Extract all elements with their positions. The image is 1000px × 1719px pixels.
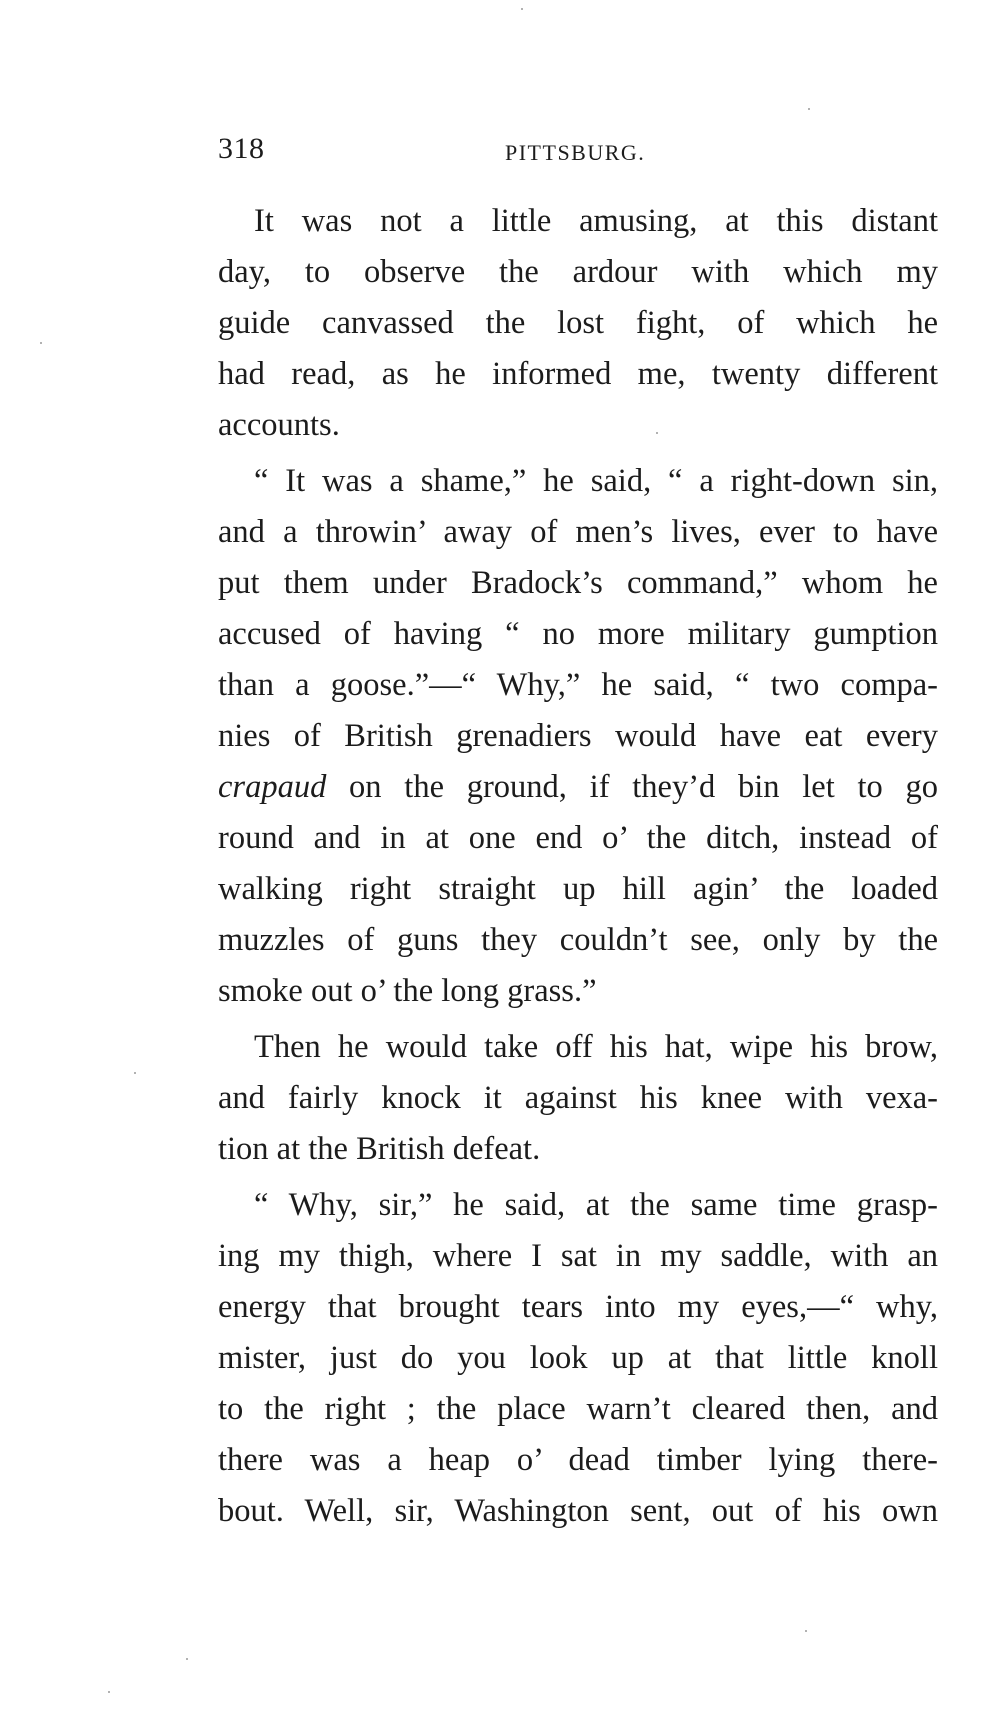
text-line: tion at the British defeat. xyxy=(218,1131,541,1167)
scan-speck xyxy=(108,1691,110,1693)
text-line: muzzles of guns they couldn’t see, only by the xyxy=(218,922,938,958)
text-line: had read, as he informed me, twenty different xyxy=(218,356,938,392)
text-line: round and in at one end o’ the ditch, instead of xyxy=(218,820,938,856)
text-line: It was not a little amusing, at this distant xyxy=(254,203,938,239)
italic-word: crapaud xyxy=(218,769,327,805)
scan-speck xyxy=(186,1658,188,1660)
text-line: guide canvassed the lost fight, of which he xyxy=(218,305,938,341)
text-line: put them under Bradock’s command,” whom he xyxy=(218,565,938,601)
text-line: mister, just do you look up at that little knoll xyxy=(218,1340,938,1376)
text-line: Then he would take off his hat, wipe his brow, xyxy=(254,1029,938,1065)
text-line: energy that brought tears into my eyes,—“ why, xyxy=(218,1289,938,1325)
scan-speck xyxy=(805,1630,807,1632)
paragraph-1 xyxy=(218,196,938,451)
body-text xyxy=(218,196,938,1542)
text-line: accused of having “ no more military gumption xyxy=(218,616,938,652)
page-number: 318 xyxy=(218,132,265,165)
running-title: PITTSBURG. xyxy=(505,140,646,165)
scan-speck xyxy=(134,1072,136,1074)
text-line: and a throwin’ away of men’s lives, ever to have xyxy=(218,514,938,550)
scan-speck xyxy=(656,432,658,434)
text-line: smoke out o’ the long grass.” xyxy=(218,973,597,1009)
text-line: ing my thigh, where I sat in my saddle, with an xyxy=(218,1238,938,1274)
text-line: to the right ; the place warn’t cleared then, and xyxy=(218,1391,938,1427)
running-head xyxy=(218,132,938,172)
text-line: “ Why, sir,” he said, at the same time grasp- xyxy=(254,1187,938,1223)
paragraph-4 xyxy=(218,1180,938,1537)
text-line: nies of British grenadiers would have eat every xyxy=(218,718,938,754)
text-line: than a goose.”—“ Why,” he said, “ two compa- xyxy=(218,667,938,703)
text-line: and fairly knock it against his knee with vexa- xyxy=(218,1080,938,1116)
text-line: walking right straight up hill agin’ the loaded xyxy=(218,871,938,907)
paragraph-3 xyxy=(218,1022,938,1175)
text-line: bout. Well, sir, Washington sent, out of his own xyxy=(218,1493,938,1529)
scan-speck xyxy=(808,108,810,110)
scan-speck xyxy=(40,342,42,344)
scan-speck xyxy=(521,8,523,10)
paragraph-2 xyxy=(218,456,938,1017)
text-line: there was a heap o’ dead timber lying there- xyxy=(218,1442,938,1478)
text-line-rest: on the ground, if they’d bin let to go xyxy=(326,769,938,805)
text-line: day, to observe the ardour with which my xyxy=(218,254,938,290)
text-line: accounts. xyxy=(218,407,340,443)
text-line: “ It was a shame,” he said, “ a right-down sin, xyxy=(254,463,938,499)
text-line xyxy=(218,762,938,813)
